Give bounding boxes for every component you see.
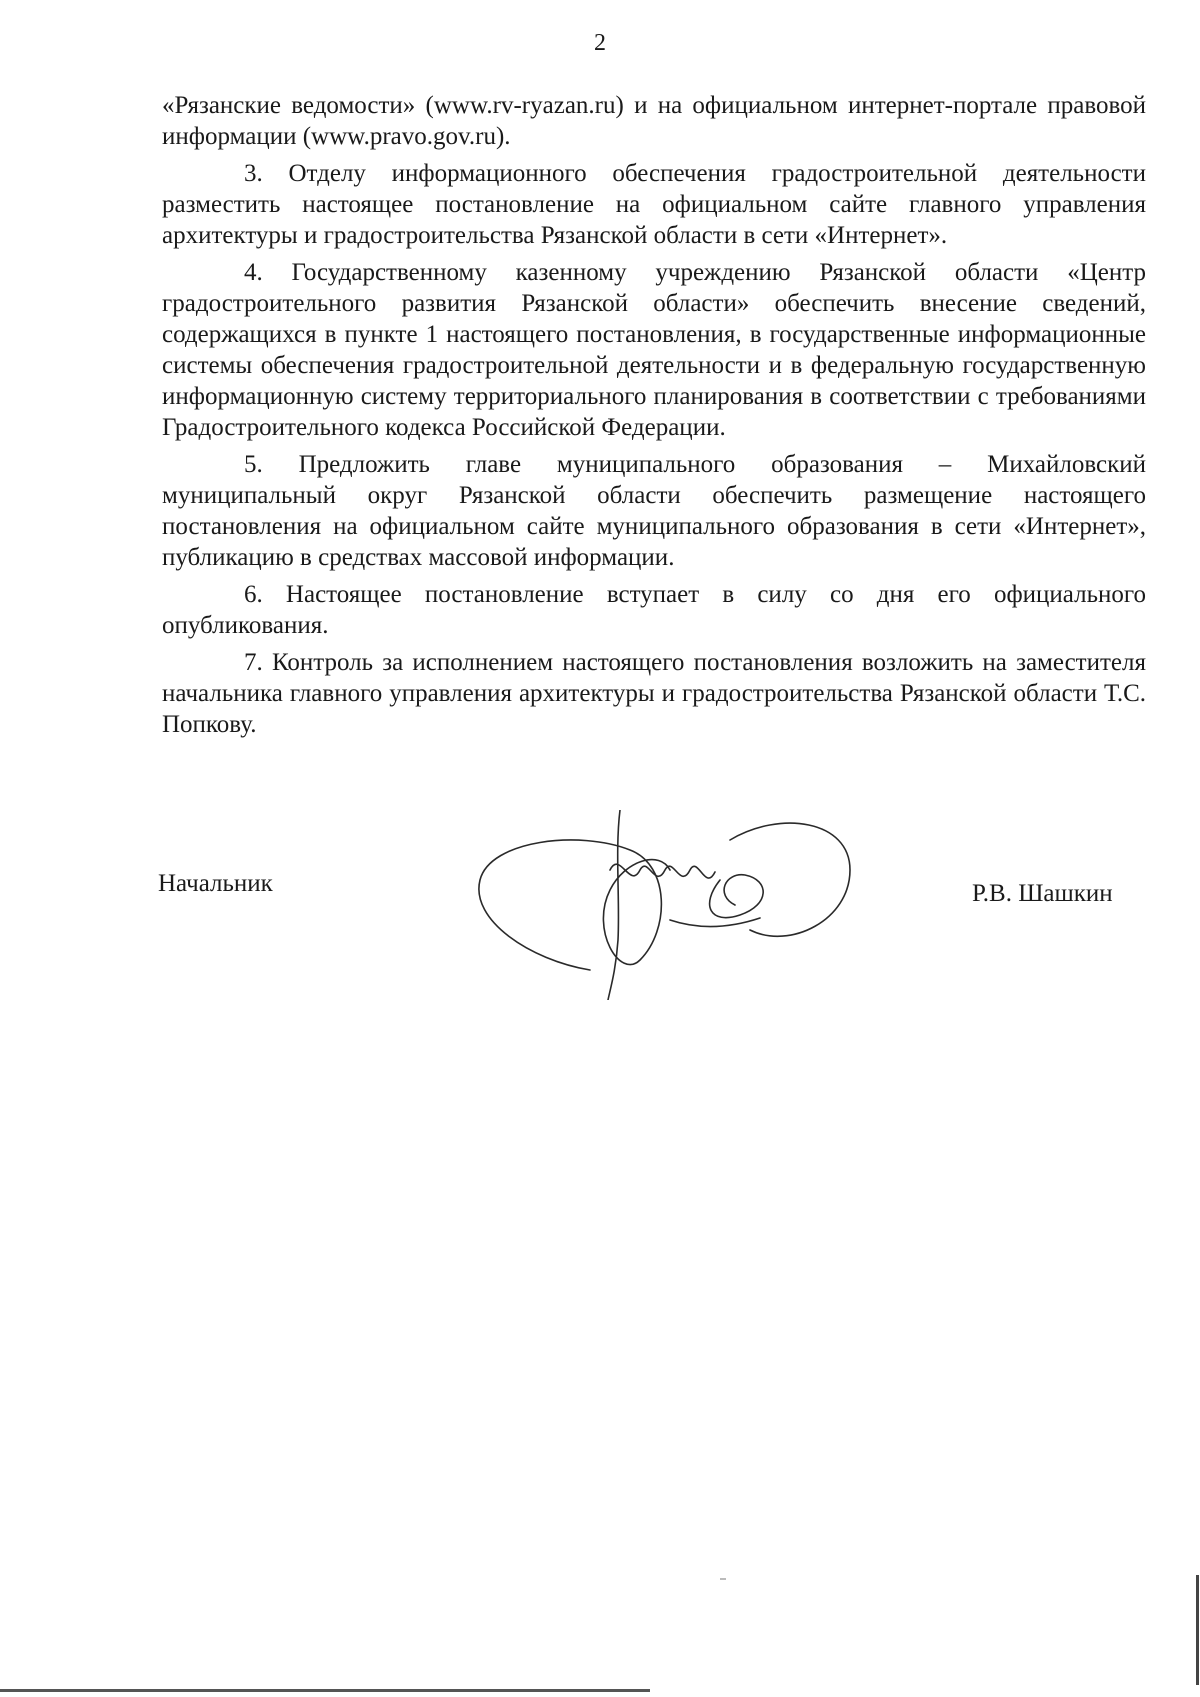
- scan-edge-right: [1196, 1575, 1199, 1685]
- signature-stroke-vertical: [608, 810, 620, 1000]
- signature-block: [0, 820, 1200, 1000]
- paragraph-continuation: «Рязанские ведомости» (www.rv-ryazan.ru) и на официальном интернет-портале правовой информации (www.pravo.gov.ru).: [162, 92, 1146, 150]
- signature-stroke-tail: [670, 918, 760, 927]
- paragraph-item-7: 7. Контроль за исполнением настоящего постановления возложить на заместителя начальника главного управления архитектуры и градостроительства Рязанской области Т.С. Попкову.: [162, 649, 1146, 738]
- document-body: [162, 90, 1146, 746]
- scan-edge-bottom: [0, 1689, 650, 1692]
- signature-stroke-arc: [730, 823, 850, 936]
- handwritten-signature: [470, 810, 890, 1000]
- signature-stroke-loop: [479, 840, 670, 970]
- paragraph-item-4: 4. Государственному казенному учреждению Рязанской области «Центр градостроительного развития Рязанской области» обеспечить внесение сведений, содержащихся в пункте 1 настоящего постановления, в государственные информационные системы обеспечения градостроительной деятельности и в федеральную государственную информационную систему территориального планирования в соответствии с требованиями Градостроительного кодекса Российской Федерации.: [162, 259, 1146, 441]
- page-number: 2: [594, 30, 606, 56]
- signature-stroke-letters: [610, 864, 715, 878]
- paragraph-item-3: 3. Отделу информационного обеспечения градостроительной деятельности разместить настоящее постановление на официальном сайте главного управления архитектуры и градостроительства Рязанской области в сети «Интернет».: [162, 160, 1146, 249]
- signatory-title: Начальник: [158, 870, 273, 897]
- signature-stroke-final: [710, 875, 764, 918]
- paragraph-item-5: 5. Предложить главе муниципального образования – Михайловский муниципальный округ Рязанской области обеспечить размещение настоящего постановления на официальном сайте муниципального образования в сети «Интернет», публикацию в средствах массовой информации.: [162, 451, 1146, 571]
- paragraph-item-6: 6. Настоящее постановление вступает в силу со дня его официального опубликования.: [162, 581, 1146, 639]
- signatory-name: Р.В. Шашкин: [972, 880, 1113, 907]
- scan-speck: [720, 1578, 726, 1580]
